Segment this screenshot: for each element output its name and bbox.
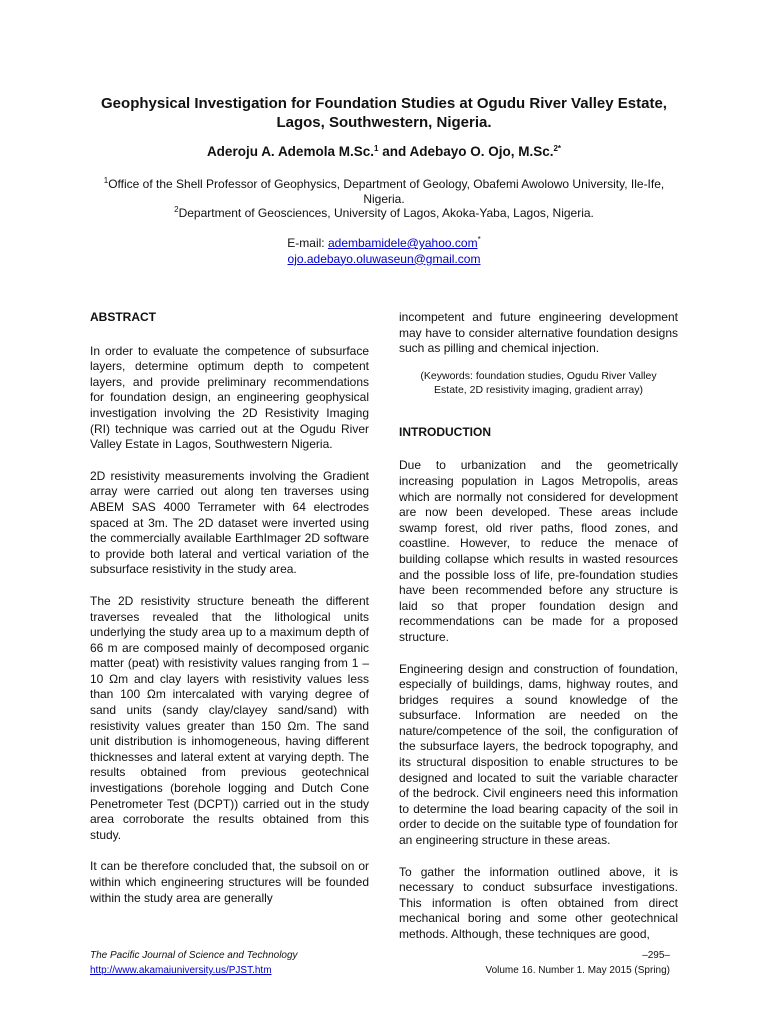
keywords: (Keywords: foundation studies, Ogudu River Valley Estate, 2D resistivity imaging, gradient array) (420, 369, 657, 396)
email-link-1[interactable]: adembamidele@yahoo.com (327, 236, 478, 250)
author-line (90, 143, 678, 160)
affiliation-2 (90, 206, 678, 221)
email-link-2[interactable]: ojo.adebayo.oluwaseun@gmail.com (287, 251, 481, 266)
abstract-paragraph-2: 2D resistivity measurements involving the Gradient array were carried out along ten traverses using ABEM SAS 4000 Terrameter with 64 electrodes spaced at 3m. The 2D dataset were inverted using the commercially available EarthImager 2D software to provide both lateral and vertical variation of the subsurface resistivity in the study area. (90, 468, 369, 577)
author-conjunction: and (382, 144, 407, 159)
paper-title: Geophysical Investigation for Foundation Studies at Ogudu River Valley Estate, Lagos, Southwestern, Nigeria. (101, 95, 667, 131)
introduction-paragraph-3: To gather the information outlined above, it is necessary to conduct subsurface investigations. This information is often obtained from direct mechanical boring and some other geotechnical methods. Although, these techniques are good, (399, 864, 678, 941)
affiliation-1-mark: 1 (103, 176, 109, 185)
email-label: E-mail: (287, 236, 325, 250)
abstract-paragraph-3: The 2D resistivity structure beneath the different traverses revealed that the lithological units underlying the study area up to a maximum depth of 66 m are composed mainly of decomposed organic matter (peat) with resistivity values ranging from 1 – 10 Ωm and clay layers with resistivity values less than 100 Ωm intercalated with varying degree of sand units (sandy clay/clayey sand/sand) with resistivity values greater than 150 Ωm. The sand unit distribution is inhomogeneous, having different thicknesses and lateral extent at varying depth. The results obtained from previous geotechnical investigations (borehole logging and Dutch Cone Penetrometer Test (DCPT)) carried out in the study area corroborate the results obtained from this study. (90, 593, 369, 842)
introduction-paragraph-2: Engineering design and construction of foundation, especially of buildings, dams, highway routes, and bridges requires a sound knowledge of the subsurface. Information are needed on the nature/competence of the soil, the configuration of the subsurface layers, the bedrock topography, and its structural disposition to enable structures to be designed and located to suit the variable character of the bedrock. Civil engineers need this information to determine the load bearing capacity of the soil in order to decide on the suitable type of foundation for an engineering structure in these areas. (399, 661, 678, 848)
right-column (399, 310, 678, 959)
page-number: –295– (642, 950, 670, 961)
author-2-affiliation-mark: 2* (553, 144, 562, 153)
abstract-paragraph-4: It can be therefore concluded that, the subsoil on or within which engineering structures will be founded within the study area are generally (90, 859, 369, 905)
affiliation-2-text: Department of Geosciences, University of Lagos, Akoka-Yaba, Lagos, Nigeria. (178, 206, 594, 220)
journal-url-link[interactable]: http://www.akamaiuniversity.us/PJST.htm (90, 965, 272, 976)
abstract-paragraph-5: incompetent and future engineering development may have to consider alternative foundation designs such as pilling and chemical injection. (399, 310, 678, 356)
affiliation-2-mark: 2 (174, 205, 179, 214)
affiliation-1-text: Office of the Shell Professor of Geophysics, Department of Geology, Obafemi Awolowo University, Ile-Ife, Nigeria. (108, 177, 665, 206)
email-block (90, 236, 678, 267)
journal-name: The Pacific Journal of Science and Technology (90, 950, 298, 961)
left-column (90, 310, 369, 922)
email-1-mark: * (477, 235, 481, 244)
footer-right (485, 948, 670, 978)
abstract-heading: ABSTRACT (90, 310, 156, 324)
affiliation-1 (90, 177, 678, 206)
author-2: Adebayo O. Ojo, M.Sc. (409, 144, 554, 159)
author-1: Aderoju A. Ademola M.Sc. (206, 144, 374, 159)
volume-info: Volume 16. Number 1. May 2015 (Spring) (485, 965, 670, 976)
introduction-heading: INTRODUCTION (399, 424, 491, 439)
footer-left (90, 948, 298, 978)
introduction-paragraph-1: Due to urbanization and the geometrically increasing population in Lagos Metropolis, areas which are normally not considered for development are now been developed. These areas include swamp forest, old river paths, flood zones, and coastline. However, to reduce the menace of building collapse which results in wasted resources and the possible loss of life, pre-foundation studies have been recommended before any structure is laid so that proper foundation design and recommendations can be made for a proposed structure. (399, 458, 678, 644)
abstract-paragraph-1: In order to evaluate the competence of subsurface layers, determine optimum depth to competent layers, and provide preliminary recommendations for foundation design, an engineering geophysical investigation involving the 2D Resistivity Imaging (RI) technique was carried out at the Ogudu River Valley Estate in Lagos, Southwestern Nigeria. (90, 343, 369, 452)
author-1-affiliation-mark: 1 (373, 144, 379, 153)
